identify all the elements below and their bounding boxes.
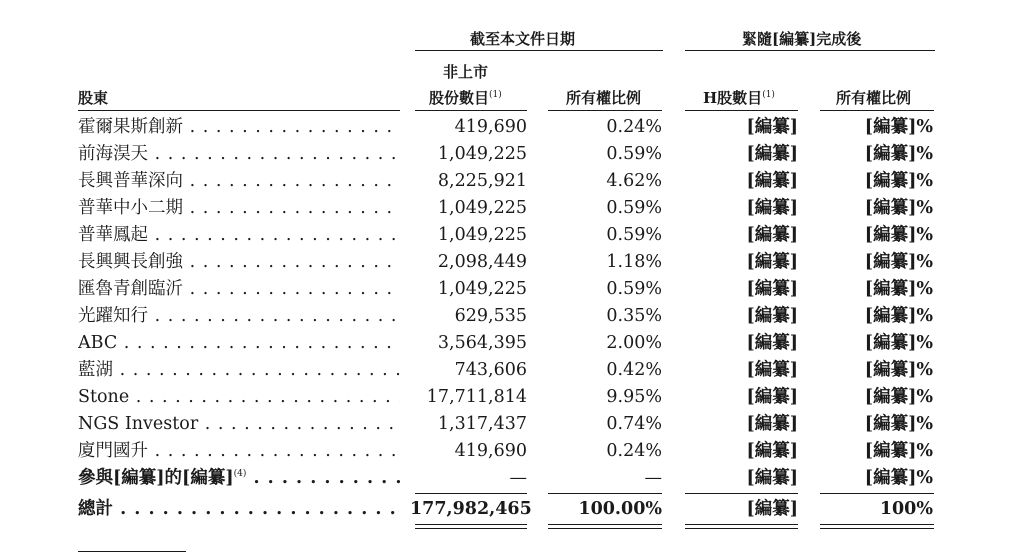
row-h-pct: [編纂]% bbox=[864, 387, 933, 407]
row-shares: 419,690 bbox=[454, 441, 527, 461]
total-rule-col1 bbox=[415, 493, 527, 494]
header-pct-after: 所有權比例 bbox=[836, 89, 912, 107]
row-shares: 1,317,437 bbox=[437, 414, 527, 434]
row-shares: 2,098,449 bbox=[437, 252, 527, 272]
row-pct: 0.59% bbox=[606, 144, 662, 164]
row-name-note: (4) bbox=[233, 469, 247, 480]
row-h-shares: [編纂] bbox=[746, 171, 798, 191]
header-unlisted-bottom bbox=[429, 87, 502, 108]
row-h-pct: [編纂]% bbox=[864, 414, 933, 434]
table-row bbox=[0, 195, 1024, 222]
row-pct: 0.24% bbox=[606, 117, 662, 137]
row-h-shares: [編纂] bbox=[746, 117, 798, 137]
total-h-shares: [編纂] bbox=[746, 499, 798, 519]
table-row bbox=[0, 330, 1024, 357]
row-h-shares: [編纂] bbox=[746, 198, 798, 218]
row-h-pct: [編纂]% bbox=[864, 333, 933, 353]
row-name: 光躍知行 . . . bbox=[78, 303, 400, 330]
table-row bbox=[0, 114, 1024, 141]
header-group-left: 截至本文件日期 bbox=[470, 30, 576, 48]
row-h-shares: [編纂] bbox=[746, 333, 798, 353]
row-pct: 0.42% bbox=[606, 360, 662, 380]
row-pct: 0.59% bbox=[606, 279, 662, 299]
table-row bbox=[0, 168, 1024, 195]
row-h-shares: [編纂] bbox=[746, 468, 798, 488]
row-pct: 1.18% bbox=[606, 252, 662, 272]
row-h-pct: [編纂]% bbox=[864, 441, 933, 461]
row-pct: 0.35% bbox=[606, 306, 662, 326]
table-row bbox=[0, 438, 1024, 465]
row-h-pct: [編纂]% bbox=[864, 225, 933, 245]
row-h-pct: [編纂]% bbox=[864, 468, 933, 488]
row-pct: 0.74% bbox=[606, 414, 662, 434]
header-unlisted-label: 股份數目 bbox=[429, 89, 490, 107]
row-name: 廈門國升 . . . bbox=[78, 438, 400, 465]
header-group-right: 緊隨[編纂]完成後 bbox=[742, 30, 862, 48]
table-row bbox=[0, 465, 1024, 492]
row-pct: 2.00% bbox=[606, 333, 662, 353]
row-h-pct: [編纂]% bbox=[864, 360, 933, 380]
row-name: 霍爾果斯創新 . . . bbox=[78, 114, 400, 141]
row-shares: 1,049,225 bbox=[437, 225, 527, 245]
row-pct: 0.24% bbox=[606, 441, 662, 461]
total-name: 總計 . . . bbox=[78, 496, 400, 523]
header-shareholder: 股東 bbox=[78, 89, 109, 107]
row-pct: — bbox=[644, 468, 662, 488]
total-rule-col3 bbox=[685, 493, 798, 494]
table-row bbox=[0, 303, 1024, 330]
row-h-pct: [編纂]% bbox=[864, 306, 933, 326]
row-name: ABC . . . bbox=[78, 330, 400, 357]
row-h-shares: [編纂] bbox=[746, 441, 798, 461]
total-double-rule-col3 bbox=[685, 524, 798, 529]
header-unlisted-top: 非上市 bbox=[443, 63, 489, 81]
header-h-shares bbox=[703, 87, 775, 108]
row-h-shares: [編纂] bbox=[746, 306, 798, 326]
row-h-pct: [編纂]% bbox=[864, 144, 933, 164]
header-h-shares-note: (1) bbox=[762, 90, 775, 100]
header-group-right-rule bbox=[685, 50, 935, 51]
row-name: 藍湖 . . . bbox=[78, 357, 400, 384]
total-rule-col4 bbox=[820, 493, 934, 494]
row-h-pct: [編纂]% bbox=[864, 171, 933, 191]
row-name: 普華鳳起 . . . bbox=[78, 222, 400, 249]
row-h-shares: [編纂] bbox=[746, 360, 798, 380]
table-row bbox=[0, 141, 1024, 168]
row-shares: 743,606 bbox=[454, 360, 527, 380]
row-name: 長興普華深向 . . . bbox=[78, 168, 400, 195]
row-shares: 17,711,814 bbox=[426, 387, 527, 407]
row-h-shares: [編纂] bbox=[746, 144, 798, 164]
total-rule-col2 bbox=[548, 493, 662, 494]
row-name: 長興興長創強 . . . bbox=[78, 249, 400, 276]
total-double-rule-col4 bbox=[820, 524, 934, 529]
header-unlisted-note: (1) bbox=[489, 90, 502, 100]
row-pct: 0.59% bbox=[606, 225, 662, 245]
row-h-shares: [編纂] bbox=[746, 279, 798, 299]
header-h-shares-label: H股數目 bbox=[703, 89, 763, 107]
row-h-shares: [編纂] bbox=[746, 252, 798, 272]
row-shares: 1,049,225 bbox=[437, 198, 527, 218]
total-h-pct: 100% bbox=[879, 499, 933, 519]
row-shares: — bbox=[509, 468, 527, 488]
header-group-left-rule bbox=[415, 50, 663, 51]
header-rule-shareholder bbox=[78, 110, 400, 111]
row-shares: 8,225,921 bbox=[437, 171, 527, 191]
header-rule-col2 bbox=[548, 110, 662, 111]
row-shares: 3,564,395 bbox=[437, 333, 527, 353]
header-rule-col3 bbox=[685, 110, 798, 111]
row-shares: 419,690 bbox=[454, 117, 527, 137]
table-row bbox=[0, 384, 1024, 411]
row-shares: 1,049,225 bbox=[437, 279, 527, 299]
row-name-text: 參與[編纂]的[編纂] bbox=[78, 468, 234, 488]
table-row bbox=[0, 411, 1024, 438]
row-name bbox=[78, 465, 400, 492]
header-rule-col4 bbox=[820, 110, 934, 111]
table-row bbox=[0, 276, 1024, 303]
total-row bbox=[0, 496, 1024, 523]
row-shares: 1,049,225 bbox=[437, 144, 527, 164]
total-double-rule-col1 bbox=[415, 524, 527, 529]
row-pct: 0.59% bbox=[606, 198, 662, 218]
row-h-pct: [編纂]% bbox=[864, 117, 933, 137]
header-rule-col1 bbox=[415, 110, 527, 111]
header-pct-current: 所有權比例 bbox=[566, 89, 642, 107]
row-pct: 9.95% bbox=[606, 387, 662, 407]
row-shares: 629,535 bbox=[454, 306, 527, 326]
total-shares: 177,982,465 bbox=[410, 499, 532, 519]
row-pct: 4.62% bbox=[606, 171, 662, 191]
table-row bbox=[0, 222, 1024, 249]
footnote-separator bbox=[78, 551, 186, 552]
row-h-pct: [編纂]% bbox=[864, 198, 933, 218]
table-row bbox=[0, 357, 1024, 384]
row-name: 普華中小二期 . . . bbox=[78, 195, 400, 222]
row-h-pct: [編纂]% bbox=[864, 252, 933, 272]
row-name: 前海淏天 . . . bbox=[78, 141, 400, 168]
row-h-pct: [編纂]% bbox=[864, 279, 933, 299]
total-double-rule-col2 bbox=[548, 524, 662, 529]
row-name: 匯魯青創臨沂 . . . bbox=[78, 276, 400, 303]
row-h-shares: [編纂] bbox=[746, 414, 798, 434]
row-name: NGS Investor . . . bbox=[78, 411, 400, 438]
row-h-shares: [編纂] bbox=[746, 225, 798, 245]
total-pct: 100.00% bbox=[578, 499, 662, 519]
row-name: Stone . . . bbox=[78, 384, 400, 411]
row-h-shares: [編纂] bbox=[746, 387, 798, 407]
table-row bbox=[0, 249, 1024, 276]
